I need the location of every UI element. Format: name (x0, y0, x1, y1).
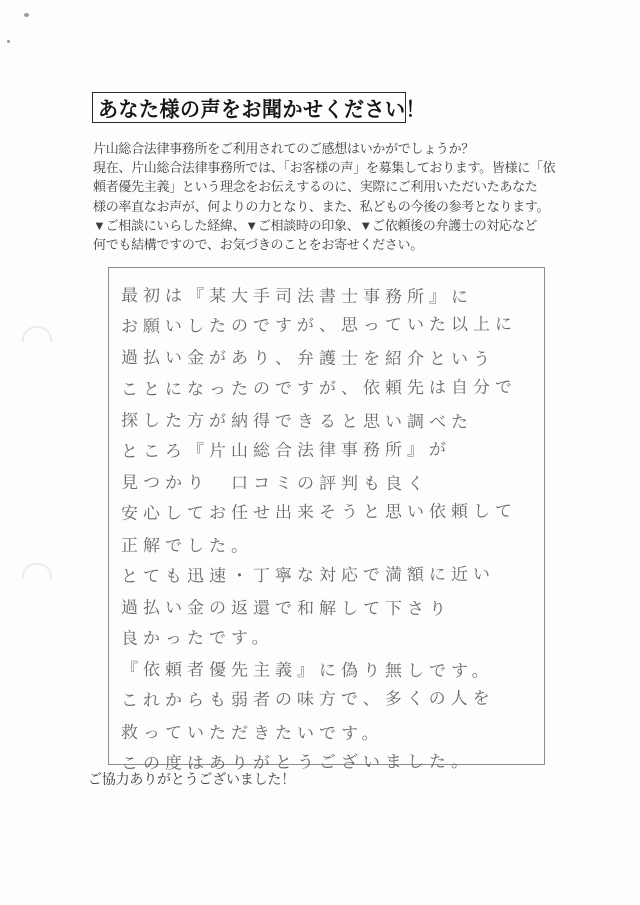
testimonial-line: 正解でした。 (120, 535, 254, 556)
testimonial-line: この度はありがとうございました。 (120, 751, 474, 773)
testimonial-line: 過払い金があり、弁護士を紹介という (120, 348, 496, 370)
punch-hole-mark (22, 326, 52, 342)
page-title: あなた様の声をお聞かせください！ (98, 98, 426, 122)
testimonial-line: ところ『片山総合法律事務所』が (120, 439, 452, 461)
testimonial-line: 良かったです。 (120, 628, 274, 649)
testimonial-line: 救っていただきたいです。 (120, 722, 384, 743)
testimonial-line: 安心してお任せ出来そうと思い依頼して (120, 501, 518, 524)
intro-line: 様の率直なお声が、何よりの力となり、また、私どもの今後の参考となります。 (93, 198, 550, 214)
testimonial-line: 過払い金の返還で和解して下さり (120, 597, 452, 619)
testimonial-line: ことになったのですが、依頼先は自分で (120, 377, 518, 399)
feedback-title-banner (92, 92, 426, 123)
scan-speck (7, 40, 10, 43)
testimonial-line: 『依頼者優先主義』に偽り無しです。 (120, 660, 494, 681)
intro-paragraph (93, 139, 555, 254)
intro-line: 頼者優先主義」という理念をお伝えするのに、実際にご利用いただいたあなた (93, 179, 538, 195)
scan-speck (24, 13, 29, 17)
testimonial-line: お願いしたのですが、思っていた以上に (120, 314, 518, 337)
testimonial-text (121, 280, 517, 779)
footer-note: ご協力ありがとうございました！ (88, 771, 295, 787)
testimonial-line: 最初は『某大手司法書士事務所』に (120, 286, 474, 307)
intro-line: ▼ご相談にいらした経緯、▼ご相談時の印象、▼ご依頼後の弁護士の対応など (93, 217, 538, 233)
punch-hole-mark (22, 563, 52, 579)
intro-line: 片山総合法律事務所をご利用されてのご感想はいかがでしょうか？ (93, 141, 475, 156)
intro-line: 現在、片山総合法律事務所では、「お客様の声」を募集しております。皆様に「依 (93, 160, 556, 176)
testimonial-line: 見つかり 口コミの評判も良く (120, 473, 430, 494)
testimonial-line: これからも弱者の味方で、多くの人を (120, 689, 495, 711)
intro-line: 何でも結構ですので、お気づきのことをお寄せください。 (93, 237, 423, 253)
testimonial-line: とても迅速・丁寧な対応で満額に近い (120, 564, 496, 586)
testimonial-line: 探した方が納得できると思い調べた (120, 410, 474, 432)
